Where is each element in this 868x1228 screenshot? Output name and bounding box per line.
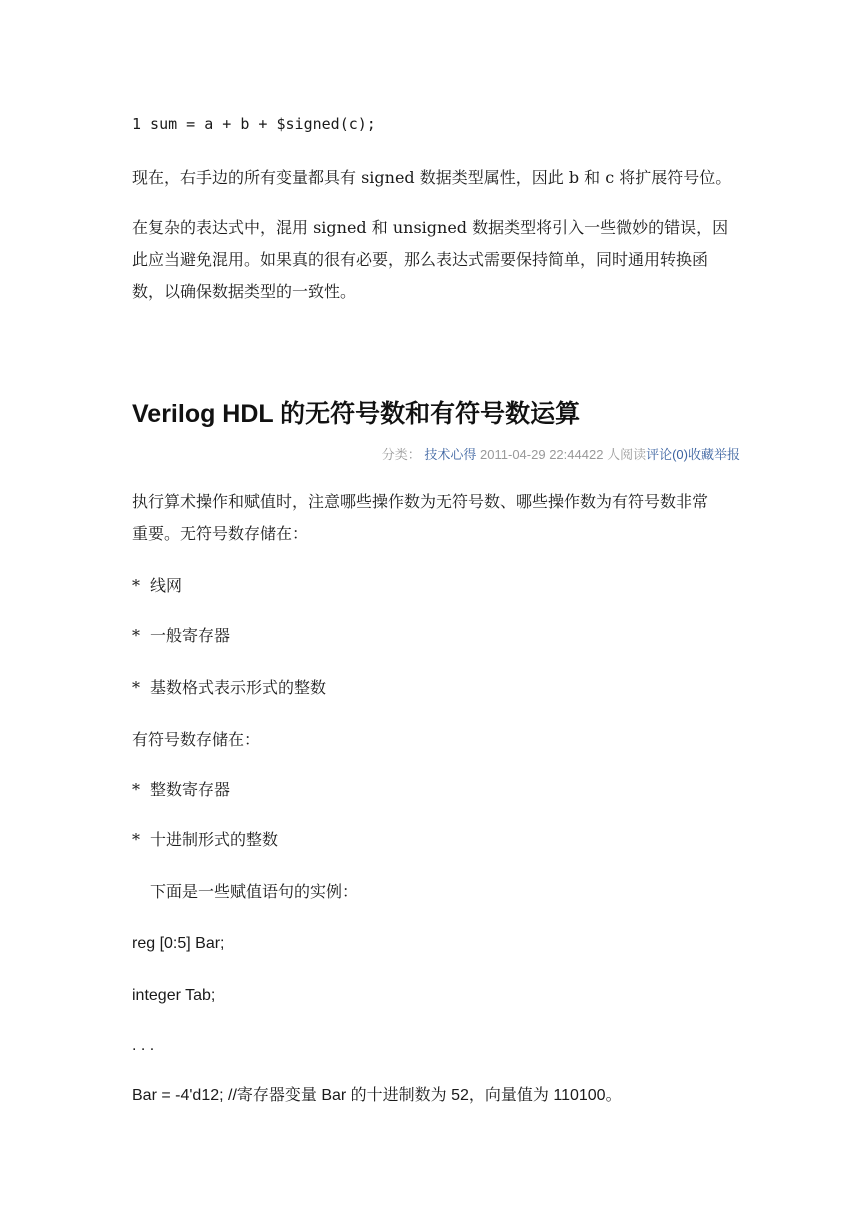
category-label: 分类： [381, 447, 421, 462]
list-item [132, 678, 326, 698]
post-datetime: 2011-04-29 22:44 [480, 447, 582, 462]
paragraph-line: 数，以确保数据类型的一致性。 [132, 282, 357, 301]
code-line: . . . [132, 1037, 155, 1054]
code-line: reg [0:5] Bar; [132, 935, 225, 952]
article-meta [382, 444, 740, 463]
paragraph-line: 执行算术操作和赋值时，注意哪些操作数为无符号数、哪些操作数为有符号数非常 [132, 492, 709, 511]
list-item-text: 一般寄存器 [150, 626, 231, 645]
list-item-text: 十进制形式的整数 [150, 830, 279, 849]
list-item [132, 780, 230, 800]
paragraph: 现在，右手边的所有变量都具有 signed 数据类型属性，因此 b 和 c 将扩展符号位。 [132, 168, 732, 187]
list-item [132, 576, 182, 596]
paragraph-line: 在复杂的表达式中，混用 signed 和 unsigned 数据类型将引入一些微妙的错误，因 [132, 218, 729, 237]
read-count: 422 [581, 447, 604, 462]
report-link[interactable]: 举报 [713, 447, 740, 462]
bullet-mark: * [132, 780, 140, 799]
list-item [132, 830, 278, 850]
list-item [132, 626, 230, 646]
bullet-mark: * [132, 678, 140, 697]
bullet-mark: * [132, 576, 140, 595]
list-item-text: 基数格式表示形式的整数 [150, 678, 327, 697]
bullet-mark: * [132, 626, 140, 645]
paragraph: 有符号数存储在： [132, 730, 261, 749]
list-item-text: 整数寄存器 [150, 780, 231, 799]
comment-link[interactable]: 评论(0) [646, 447, 688, 462]
code-line: integer Tab; [132, 987, 216, 1004]
list-item-text: 线网 [150, 576, 183, 595]
paragraph-line: 重要。无符号数存储在： [132, 524, 309, 543]
code-line: 1 sum = a + b + $signed(c); [132, 115, 376, 133]
category-link[interactable]: 技术心得 [424, 447, 477, 462]
code-line: Bar = -4'd12; //寄存器变量 Bar 的十进制数为 52，向量值为 110100。 [132, 1087, 622, 1104]
paragraph-line: 此应当避免混用。如果真的很有必要，那么表达式需要保持简单，同时通用转换函 [132, 250, 709, 269]
favorite-link[interactable]: 收藏 [687, 447, 714, 462]
bullet-mark: * [132, 830, 140, 849]
read-label: 人阅读 [607, 447, 647, 462]
paragraph: 下面是一些赋值语句的实例： [150, 882, 359, 901]
article-title: Verilog HDL 的无符号数和有符号数运算 [132, 400, 581, 428]
